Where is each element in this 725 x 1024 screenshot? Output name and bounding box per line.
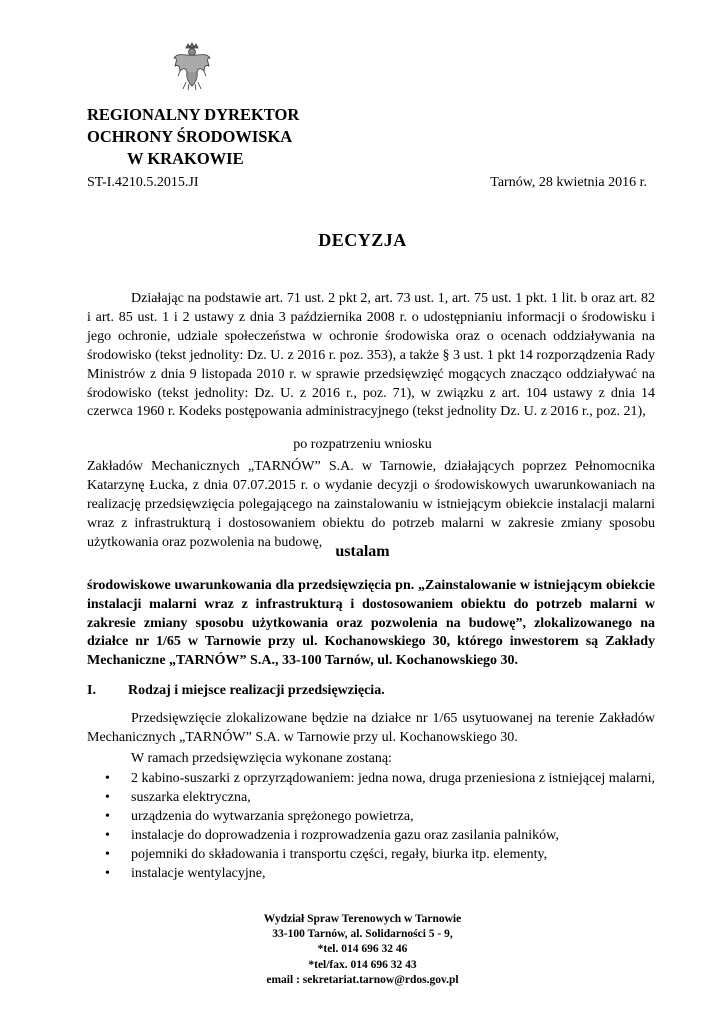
bullet-icon: • bbox=[105, 866, 110, 881]
list-item bbox=[105, 845, 655, 864]
list-item-text: pojemniki do składowania i transportu części, regały, biurka itp. elementy, bbox=[131, 847, 548, 862]
footer-phone: *tel. 014 696 32 46 bbox=[317, 943, 408, 956]
section-title: Rodzaj i miejsce realizacji przedsięwzięcia. bbox=[128, 683, 385, 698]
list-item bbox=[105, 826, 655, 845]
bullet-icon: • bbox=[105, 809, 110, 824]
application-paragraph: Zakładów Mechanicznych „TARNÓW” S.A. w Tarnowie, działających poprzez Pełnomocnika Katarzynę Łucka, z dnia 07.07.2015 r. o wydanie decyzji o środowiskowych uwarunkowaniach na realizację przedsięwzięcia polegającego na zainstalowaniu w istniejącym obiekcie instalacji malarni wraz z infrastrukturą i dostosowaniem obiektu do potrzeb malarni w zakresie zmiany sposobu użytkowania oraz pozwolenia na budowę, bbox=[87, 459, 655, 550]
authority-line-1: REGIONALNY DYREKTOR bbox=[87, 105, 300, 124]
footer-fax: *tel/fax. 014 696 32 43 bbox=[308, 958, 417, 971]
bullet-icon: • bbox=[105, 790, 110, 805]
bullet-icon: • bbox=[105, 847, 110, 862]
page-footer bbox=[0, 912, 725, 988]
footer-email: email : sekretariat.tarnow@rdos.gov.pl bbox=[266, 973, 459, 986]
list-item-text: 2 kabino-suszarki z oprzyrządowaniem: jedna nowa, druga przeniesiona z istniejącej malarni, bbox=[131, 771, 656, 786]
works-intro: W ramach przedsięwzięcia wykonane zostaną: bbox=[131, 751, 392, 766]
footer-address: 33-100 Tarnów, al. Solidarności 5 - 9, bbox=[272, 928, 453, 941]
issuing-authority bbox=[87, 104, 299, 170]
bullet-icon: • bbox=[105, 771, 110, 786]
section-number: I. bbox=[87, 683, 96, 698]
document-title: DECYZJA bbox=[318, 230, 407, 250]
place-and-date: Tarnów, 28 kwietnia 2016 r. bbox=[490, 175, 647, 190]
footer-office: Wydział Spraw Terenowych w Tarnowie bbox=[263, 913, 462, 925]
legal-basis-paragraph: Działając na podstawie art. 71 ust. 2 pkt 2, art. 73 ust. 1, art. 75 ust. 1 pkt. 1 lit. b oraz art. 82 i art. 85 ust. 1 i 2 ustawy z dnia 3 października 2008 r. o udostępnianiu informacji o środowisku i jego ochronie, udziale społeczeństwa w ochronie środowiska oraz o ocenach oddziaływania na środowisko (tekst jednolity: Dz. U. z 2016 r. poz. 353), a także § 3 ust. 1 pkt 14 rozporządzenia Rady Ministrów z dnia 9 listopada 2010 r. w sprawie przedsięwzięć mogących znacząco oddziaływać na środowisko (tekst jednolity: Dz. U. z 2016 r., poz. 71), w związku z art. 104 ustawy z dnia 14 czerwca 1960 r. Kodeks postępowania administracyjnego (tekst jednolity Dz. U. z 2016 r., poz. 21), bbox=[87, 291, 655, 420]
list-item-text: urządzenia do wytwarzania sprężonego powietrza, bbox=[131, 809, 414, 824]
decision-word: ustalam bbox=[335, 543, 390, 560]
list-item bbox=[105, 788, 655, 807]
list-item-text: instalacje do doprowadzenia i rozprowadzenia gazu oraz zasilania palników, bbox=[131, 828, 559, 843]
works-list bbox=[105, 769, 655, 883]
location-paragraph: Przedsięwzięcie zlokalizowane będzie na działce nr 1/65 usytuowanej na terenie Zakładów Mechanicznych „TARNÓW” S.A. w Tarnowie przy ul. Kochanowskiego 30. bbox=[87, 711, 655, 745]
authority-line-2: OCHRONY ŚRODOWISKA bbox=[87, 127, 293, 146]
list-item bbox=[105, 769, 655, 788]
after-review-line: po rozpatrzeniu wniosku bbox=[293, 437, 432, 452]
decision-paragraph: środowiskowe uwarunkowania dla przedsięwzięcia pn. „Zainstalowanie w istniejącym obiekcie instalacji malarni wraz z infrastrukturą i dostosowaniem obiektu do potrzeb malarni w zakresie zmiany sposobu użytkowania oraz pozwolenia na budowę”, zlokalizowanego na działce nr 1/65 w Tarnowie przy ul. Kochanowskiego 30, którego inwestorem są Zakłady Mechaniczne „TARNÓW” S.A., 33-100 Tarnów, ul. Kochanowskiego 30. bbox=[87, 578, 655, 669]
bullet-icon: • bbox=[105, 828, 110, 843]
eagle-emblem-icon bbox=[172, 42, 212, 92]
case-reference: ST-I.4210.5.2015.JI bbox=[87, 175, 199, 190]
list-item bbox=[105, 807, 655, 826]
section-heading bbox=[87, 683, 385, 699]
list-item-text: instalacje wentylacyjne, bbox=[131, 866, 266, 881]
list-item-text: suszarka elektryczna, bbox=[131, 790, 251, 805]
list-item bbox=[105, 864, 655, 883]
authority-line-3: W KRAKOWIE bbox=[127, 149, 244, 168]
